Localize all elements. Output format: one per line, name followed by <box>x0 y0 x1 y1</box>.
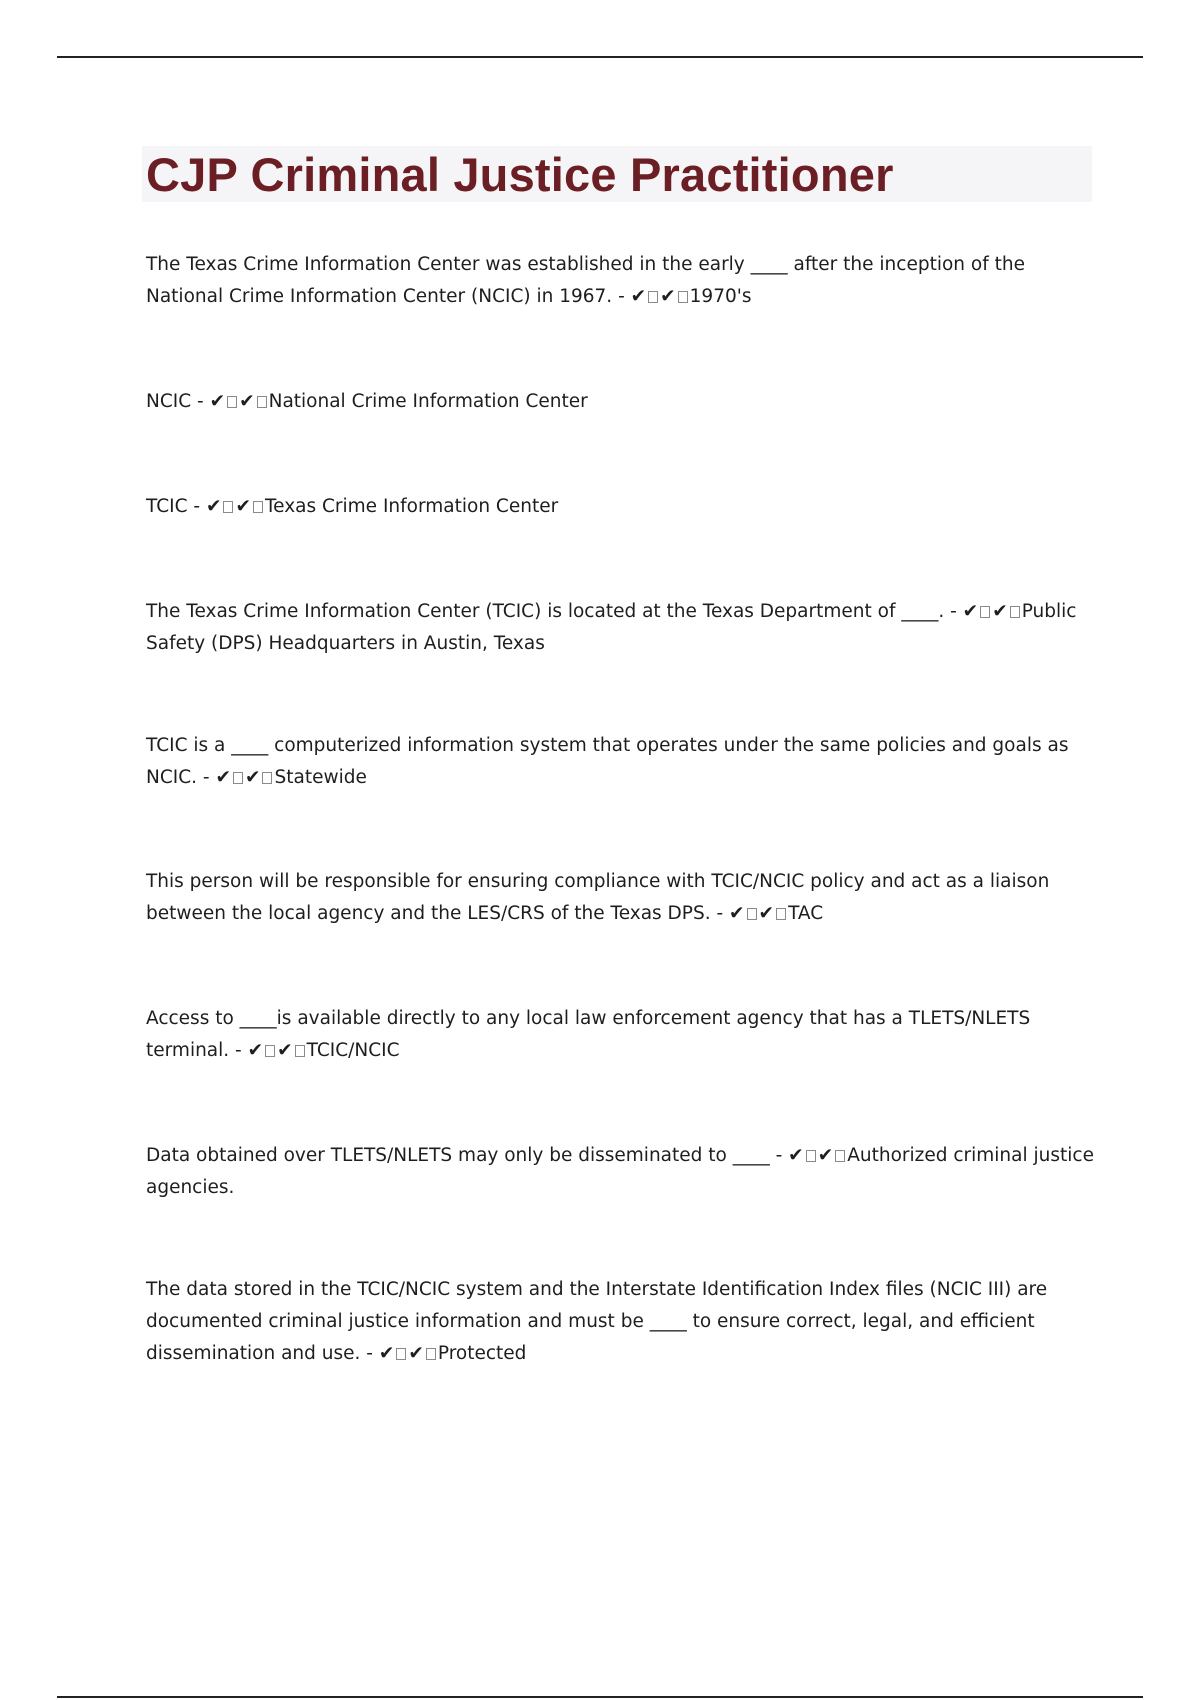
box-icon <box>980 606 990 618</box>
answer-text: TAC <box>788 903 824 924</box>
box-icon <box>253 501 263 513</box>
check-icon: ✔ <box>788 1145 804 1166</box>
qa-item-9 <box>146 1274 1101 1370</box>
question-text: TCIC <box>146 496 188 517</box>
box-icon <box>295 1045 305 1057</box>
check-icon: ✔ <box>408 1343 424 1364</box>
box-icon <box>648 291 658 303</box>
document-title: CJP Criminal Justice Practitioner <box>146 147 894 201</box>
qa-item-4 <box>146 596 1101 660</box>
page-bottom-rule <box>57 1696 1143 1698</box>
check-icon: ✔ <box>962 601 979 622</box>
question-text: NCIC <box>146 391 192 412</box>
separator: - <box>197 767 216 788</box>
box-icon <box>806 1150 816 1162</box>
check-icon: ✔ <box>205 496 222 517</box>
answer-text: Public Safety (DPS) Headquarters in Austin, Texas <box>146 601 1077 654</box>
separator: - <box>187 496 206 517</box>
box-icon <box>227 396 237 408</box>
answer-text: 1970's <box>689 286 752 307</box>
check-icon: ✔ <box>992 601 1008 622</box>
separator: - <box>769 1145 789 1166</box>
check-icon: ✔ <box>729 903 745 924</box>
check-icon: ✔ <box>758 903 775 924</box>
question-text: The Texas Crime Information Center (TCIC) is located at the Texas Department of ____. <box>146 601 945 622</box>
box-icon <box>265 1045 275 1057</box>
box-icon <box>233 772 243 784</box>
qa-item-8 <box>146 1140 1101 1204</box>
box-icon <box>257 396 267 408</box>
qa-item-5 <box>146 730 1101 794</box>
question-text: Access to ____is available directly to any local law enforcement agency that has a TLETS/NLETS terminal. <box>146 1008 1031 1061</box>
question-text: This person will be responsible for ensuring compliance with TCIC/NCIC policy and act as a liaison between the local agency and the LES/CRS of the Texas DPS. <box>146 871 1050 924</box>
question-text: The data stored in the TCIC/NCIC system and the Interstate Identification Index files (NCIC III) are documented criminal justice information and must be ____ to ensure correct, legal, and efficient dissemination and use. <box>146 1279 1048 1364</box>
answer-text: TCIC/NCIC <box>306 1040 400 1061</box>
answer-text: Protected <box>437 1343 527 1364</box>
box-icon <box>396 1348 406 1360</box>
box-icon <box>747 908 757 920</box>
question-text: TCIC is a ____ computerized information system that operates under the same policies and goals as NCIC. <box>146 735 1069 788</box>
check-icon: ✔ <box>244 767 261 788</box>
check-icon: ✔ <box>235 496 251 517</box>
document-title-band <box>142 146 1092 202</box>
separator: - <box>944 601 963 622</box>
separator: - <box>360 1343 379 1364</box>
qa-item-2 <box>146 386 1101 418</box>
box-icon <box>262 772 272 784</box>
box-icon <box>678 291 688 303</box>
box-icon <box>1010 606 1020 618</box>
check-icon: ✔ <box>378 1343 395 1364</box>
qa-item-7 <box>146 1003 1101 1067</box>
qa-item-1 <box>146 249 1101 313</box>
question-text: Data obtained over TLETS/NLETS may only be disseminated to ____ <box>146 1145 770 1166</box>
check-icon: ✔ <box>215 767 231 788</box>
answer-text: National Crime Information Center <box>268 391 588 412</box>
answer-text: Authorized criminal justice agencies. <box>146 1145 1094 1198</box>
check-icon: ✔ <box>209 391 226 412</box>
check-icon: ✔ <box>630 286 647 307</box>
check-icon: ✔ <box>660 286 676 307</box>
box-icon <box>223 501 233 513</box>
qa-item-6 <box>146 866 1101 930</box>
check-icon: ✔ <box>817 1145 834 1166</box>
question-text: The Texas Crime Information Center was established in the early ____ after the inception of the National Crime Information Center (NCIC) in 1967. <box>146 254 1025 307</box>
check-icon: ✔ <box>239 391 255 412</box>
separator: - <box>191 391 210 412</box>
answer-text: Texas Crime Information Center <box>264 496 559 517</box>
page-top-rule <box>57 56 1143 58</box>
separator: - <box>229 1040 248 1061</box>
check-icon: ✔ <box>247 1040 264 1061</box>
separator: - <box>612 286 631 307</box>
qa-item-3 <box>146 491 1101 523</box>
box-icon <box>426 1348 436 1360</box>
answer-text: Statewide <box>274 767 367 788</box>
check-icon: ✔ <box>277 1040 293 1061</box>
separator: - <box>710 903 730 924</box>
box-icon <box>835 1150 845 1162</box>
box-icon <box>776 908 786 920</box>
